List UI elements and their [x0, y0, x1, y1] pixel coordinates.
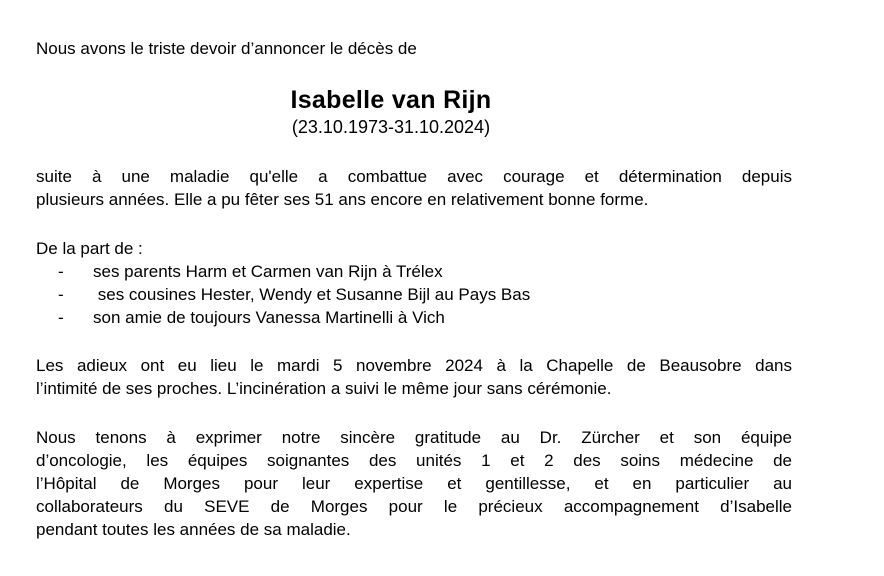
gratitude-paragraph — [36, 426, 792, 541]
list-item-parents — [36, 260, 792, 283]
gratitude-line-2: d’oncologie, les équipes soignantes des unités 1 et 2 des soins médecine de — [36, 451, 792, 470]
farewell-line-1: Les adieux ont eu lieu le mardi 5 novembre 2024 à la Chapelle de Beausobre dans — [36, 356, 792, 375]
list-item-text: ses parents Harm et Carmen van Rijn à Trélex — [93, 262, 443, 281]
family-heading: De la part de : — [36, 239, 143, 258]
farewell-paragraph — [36, 354, 792, 400]
bullet-dash: - — [58, 285, 64, 304]
life-dates: (23.10.1973-31.10.2024) — [291, 117, 491, 137]
family-section — [36, 237, 792, 329]
intro-line: Nous avons le triste devoir d’annoncer le décès de — [36, 39, 417, 58]
gratitude-line-4: collaborateurs du SEVE de Morges pour le précieux accompagnement d’Isabelle — [36, 497, 792, 516]
illness-line-1: suite à une maladie qu'elle a combattue avec courage et détermination depuis — [36, 167, 792, 186]
gratitude-line-5: pendant toutes les années de sa maladie. — [36, 520, 351, 539]
list-item-text: ses cousines Hester, Wendy et Susanne Bijl au Pays Bas — [93, 285, 531, 304]
list-item-friend — [36, 306, 792, 329]
deceased-header — [36, 85, 792, 139]
list-item-text: son amie de toujours Vanessa Martinelli à Vich — [93, 308, 445, 327]
deceased-name: Isabelle van Rijn — [290, 86, 492, 114]
farewell-line-2: l’intimité de ses proches. L’incinération a suivi le même jour sans cérémonie. — [36, 379, 612, 398]
bullet-dash: - — [58, 262, 64, 281]
list-item-cousins — [36, 283, 792, 306]
illness-line-2: plusieurs années. Elle a pu fêter ses 51 ans encore en relativement bonne forme. — [36, 190, 649, 209]
gratitude-line-3: l’Hôpital de Morges pour leur expertise et gentillesse, et en particulier au — [36, 474, 792, 493]
illness-paragraph — [36, 165, 792, 211]
gratitude-line-1: Nous tenons à exprimer notre sincère gratitude au Dr. Zürcher et son équipe — [36, 428, 792, 447]
intro-paragraph — [36, 37, 792, 60]
bullet-dash: - — [58, 308, 64, 327]
